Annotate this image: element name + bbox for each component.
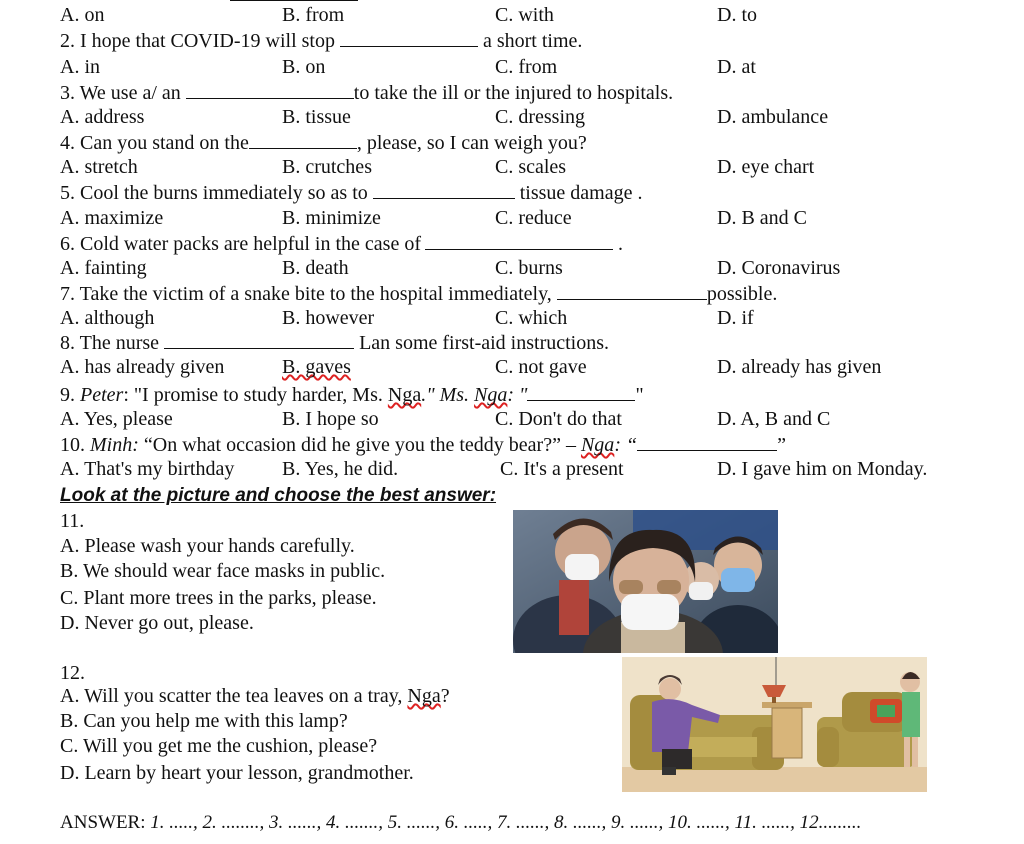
q9-number: 9. <box>60 384 75 406</box>
q10-close-quote: ” <box>777 434 786 456</box>
q12-option-a-text: A. Will you scatter the tea leaves on a tray, <box>60 685 403 707</box>
q9-close-quote: " <box>635 384 644 406</box>
q5-option-a: A. maximize <box>60 207 164 229</box>
q7-option-b: B. however <box>282 307 375 329</box>
q5-stem <box>60 180 643 205</box>
q12-option-d: D. Learn by heart your lesson, grandmother. <box>60 762 414 784</box>
q9-stem <box>60 382 644 407</box>
q5-stem-start: 5. Cool the burns immediately so as to <box>60 182 368 204</box>
q1-option-a: A. on <box>60 4 105 26</box>
q4-stem-start: 4. Can you stand on the <box>60 132 249 154</box>
q6-option-d: D. Coronavirus <box>717 257 841 279</box>
q1-option-c: C. with <box>495 4 554 26</box>
answer-line <box>60 811 861 835</box>
q1-option-b: B. from <box>282 4 345 26</box>
q11-option-a: A. Please wash your hands carefully. <box>60 535 355 557</box>
q12-option-a <box>60 684 450 708</box>
q10-option-d: D. I gave him on Monday. <box>717 458 928 480</box>
section-header: Look at the picture and choose the best answer: <box>60 485 497 506</box>
q2-blank[interactable] <box>340 28 478 47</box>
q2-option-d: D. at <box>717 56 756 78</box>
face-masks-photo <box>513 510 778 653</box>
q6-stem-start: 6. Cold water packs are helpful in the case of <box>60 233 421 255</box>
q9-blank[interactable] <box>527 382 635 401</box>
q10-line: “On what occasion did he give you the teddy bear?” – <box>143 434 576 456</box>
q9-line: : "I promise to study harder, Ms. <box>123 384 383 406</box>
q12-option-c: C. Will you get me the cushion, please? <box>60 735 378 757</box>
q10-colon: : “ <box>614 434 638 456</box>
q3-option-c: C. dressing <box>495 106 585 128</box>
q4-stem-end: , please, so I can weigh you? <box>356 132 587 154</box>
q8-stem <box>60 330 609 355</box>
q2-option-b: B. on <box>282 56 326 78</box>
q10-option-b: B. Yes, he did. <box>282 458 399 480</box>
face-masks-illustration <box>513 510 778 653</box>
q4-stem <box>60 130 587 155</box>
q7-stem <box>60 281 777 306</box>
q8-option-c: C. not gave <box>495 356 587 378</box>
q5-stem-end: tissue damage . <box>519 182 643 204</box>
q10-option-c: C. It's a present <box>500 458 624 480</box>
q6-blank[interactable] <box>425 231 613 250</box>
q12-option-b: B. Can you help me with this lamp? <box>60 710 348 732</box>
q2-option-a: A. in <box>60 56 100 78</box>
q9-name-2: Nga <box>474 384 508 406</box>
q5-option-d: D. B and C <box>717 207 807 229</box>
q4-blank[interactable] <box>249 130 357 149</box>
q9-option-c: C. Don't do that <box>495 408 622 430</box>
q4-option-d: D. eye chart <box>717 156 815 178</box>
q4-option-b: B. crutches <box>282 156 372 178</box>
q12-number: 12. <box>60 662 85 684</box>
q9-colon: : " <box>507 384 528 406</box>
q11-option-c: C. Plant more trees in the parks, please. <box>60 587 377 609</box>
q1-option-d: D. to <box>717 4 757 26</box>
q5-option-b: B. minimize <box>282 207 381 229</box>
q2-stem <box>60 28 582 53</box>
q4-option-a: A. stretch <box>60 156 138 178</box>
q7-option-d: D. if <box>717 307 754 329</box>
q7-blank[interactable] <box>557 281 707 300</box>
q11-option-b: B. We should wear face masks in public. <box>60 560 386 582</box>
q6-option-a: A. fainting <box>60 257 147 279</box>
q9-speaker: Peter <box>80 384 124 406</box>
q5-option-c: C. reduce <box>495 207 572 229</box>
q5-blank[interactable] <box>373 180 515 199</box>
sofa-lamp-cushion-drawing <box>622 657 927 792</box>
q6-stem <box>60 231 623 256</box>
q7-stem-end: possible. <box>706 283 778 305</box>
q8-option-b <box>282 355 351 379</box>
q10-number: 10. <box>60 434 85 456</box>
q12-option-a-name: Nga <box>407 685 441 707</box>
q10-name: Nga <box>580 434 615 456</box>
q3-stem-start: 3. We use a/ an <box>60 82 181 104</box>
q3-stem <box>60 80 673 105</box>
top-rule <box>230 0 358 1</box>
q7-option-c: C. which <box>495 307 568 329</box>
q9-option-a: A. Yes, please <box>60 408 173 430</box>
q8-stem-end: Lan some first-aid instructions. <box>359 332 610 354</box>
q2-stem-start: 2. I hope that COVID-19 will stop <box>60 30 335 52</box>
q8-option-d: D. already has given <box>717 356 882 378</box>
q10-speaker: Minh: <box>90 434 139 456</box>
q6-option-b: B. death <box>282 257 349 279</box>
q11-number: 11. <box>60 510 85 532</box>
q4-option-c: C. scales <box>495 156 567 178</box>
q8-option-b-text: B. gaves <box>282 356 351 378</box>
q3-option-d: D. ambulance <box>717 106 829 128</box>
living-room-illustration <box>622 657 927 792</box>
q10-option-a: A. That's my birthday <box>60 458 235 480</box>
q3-blank[interactable] <box>186 80 354 99</box>
q6-option-c: C. burns <box>495 257 563 279</box>
q3-option-b: B. tissue <box>282 106 351 128</box>
q11-option-d: D. Never go out, please. <box>60 612 254 634</box>
q8-blank[interactable] <box>164 330 354 349</box>
answer-label: ANSWER: <box>60 812 146 833</box>
q9-mid: ." Ms. <box>421 384 470 406</box>
q2-stem-end: a short time. <box>482 30 583 52</box>
q9-option-d: D. A, B and C <box>717 408 831 430</box>
q12-option-a-end: ? <box>440 685 450 707</box>
q10-blank[interactable] <box>637 432 777 451</box>
answer-blanks[interactable]: 1. ....., 2. ........, 3. ......, 4. ......., 5. ......, 6. ....., 7. ......, 8. ......, 9. ......, 10. ......, 11. ......, 12......... <box>150 812 862 833</box>
q2-option-c: C. from <box>495 56 558 78</box>
q7-option-a: A. although <box>60 307 155 329</box>
q3-option-a: A. address <box>60 106 145 128</box>
q8-option-a: A. has already given <box>60 356 225 378</box>
q3-stem-end: to take the ill or the injured to hospitals. <box>353 82 674 104</box>
q9-name-1: Nga <box>387 384 422 406</box>
q10-stem <box>60 432 786 457</box>
q6-stem-end: . <box>617 233 623 255</box>
q8-stem-start: 8. The nurse <box>60 332 160 354</box>
q9-option-b: B. I hope so <box>282 408 379 430</box>
q7-stem-start: 7. Take the victim of a snake bite to the hospital immediately, <box>60 283 552 305</box>
